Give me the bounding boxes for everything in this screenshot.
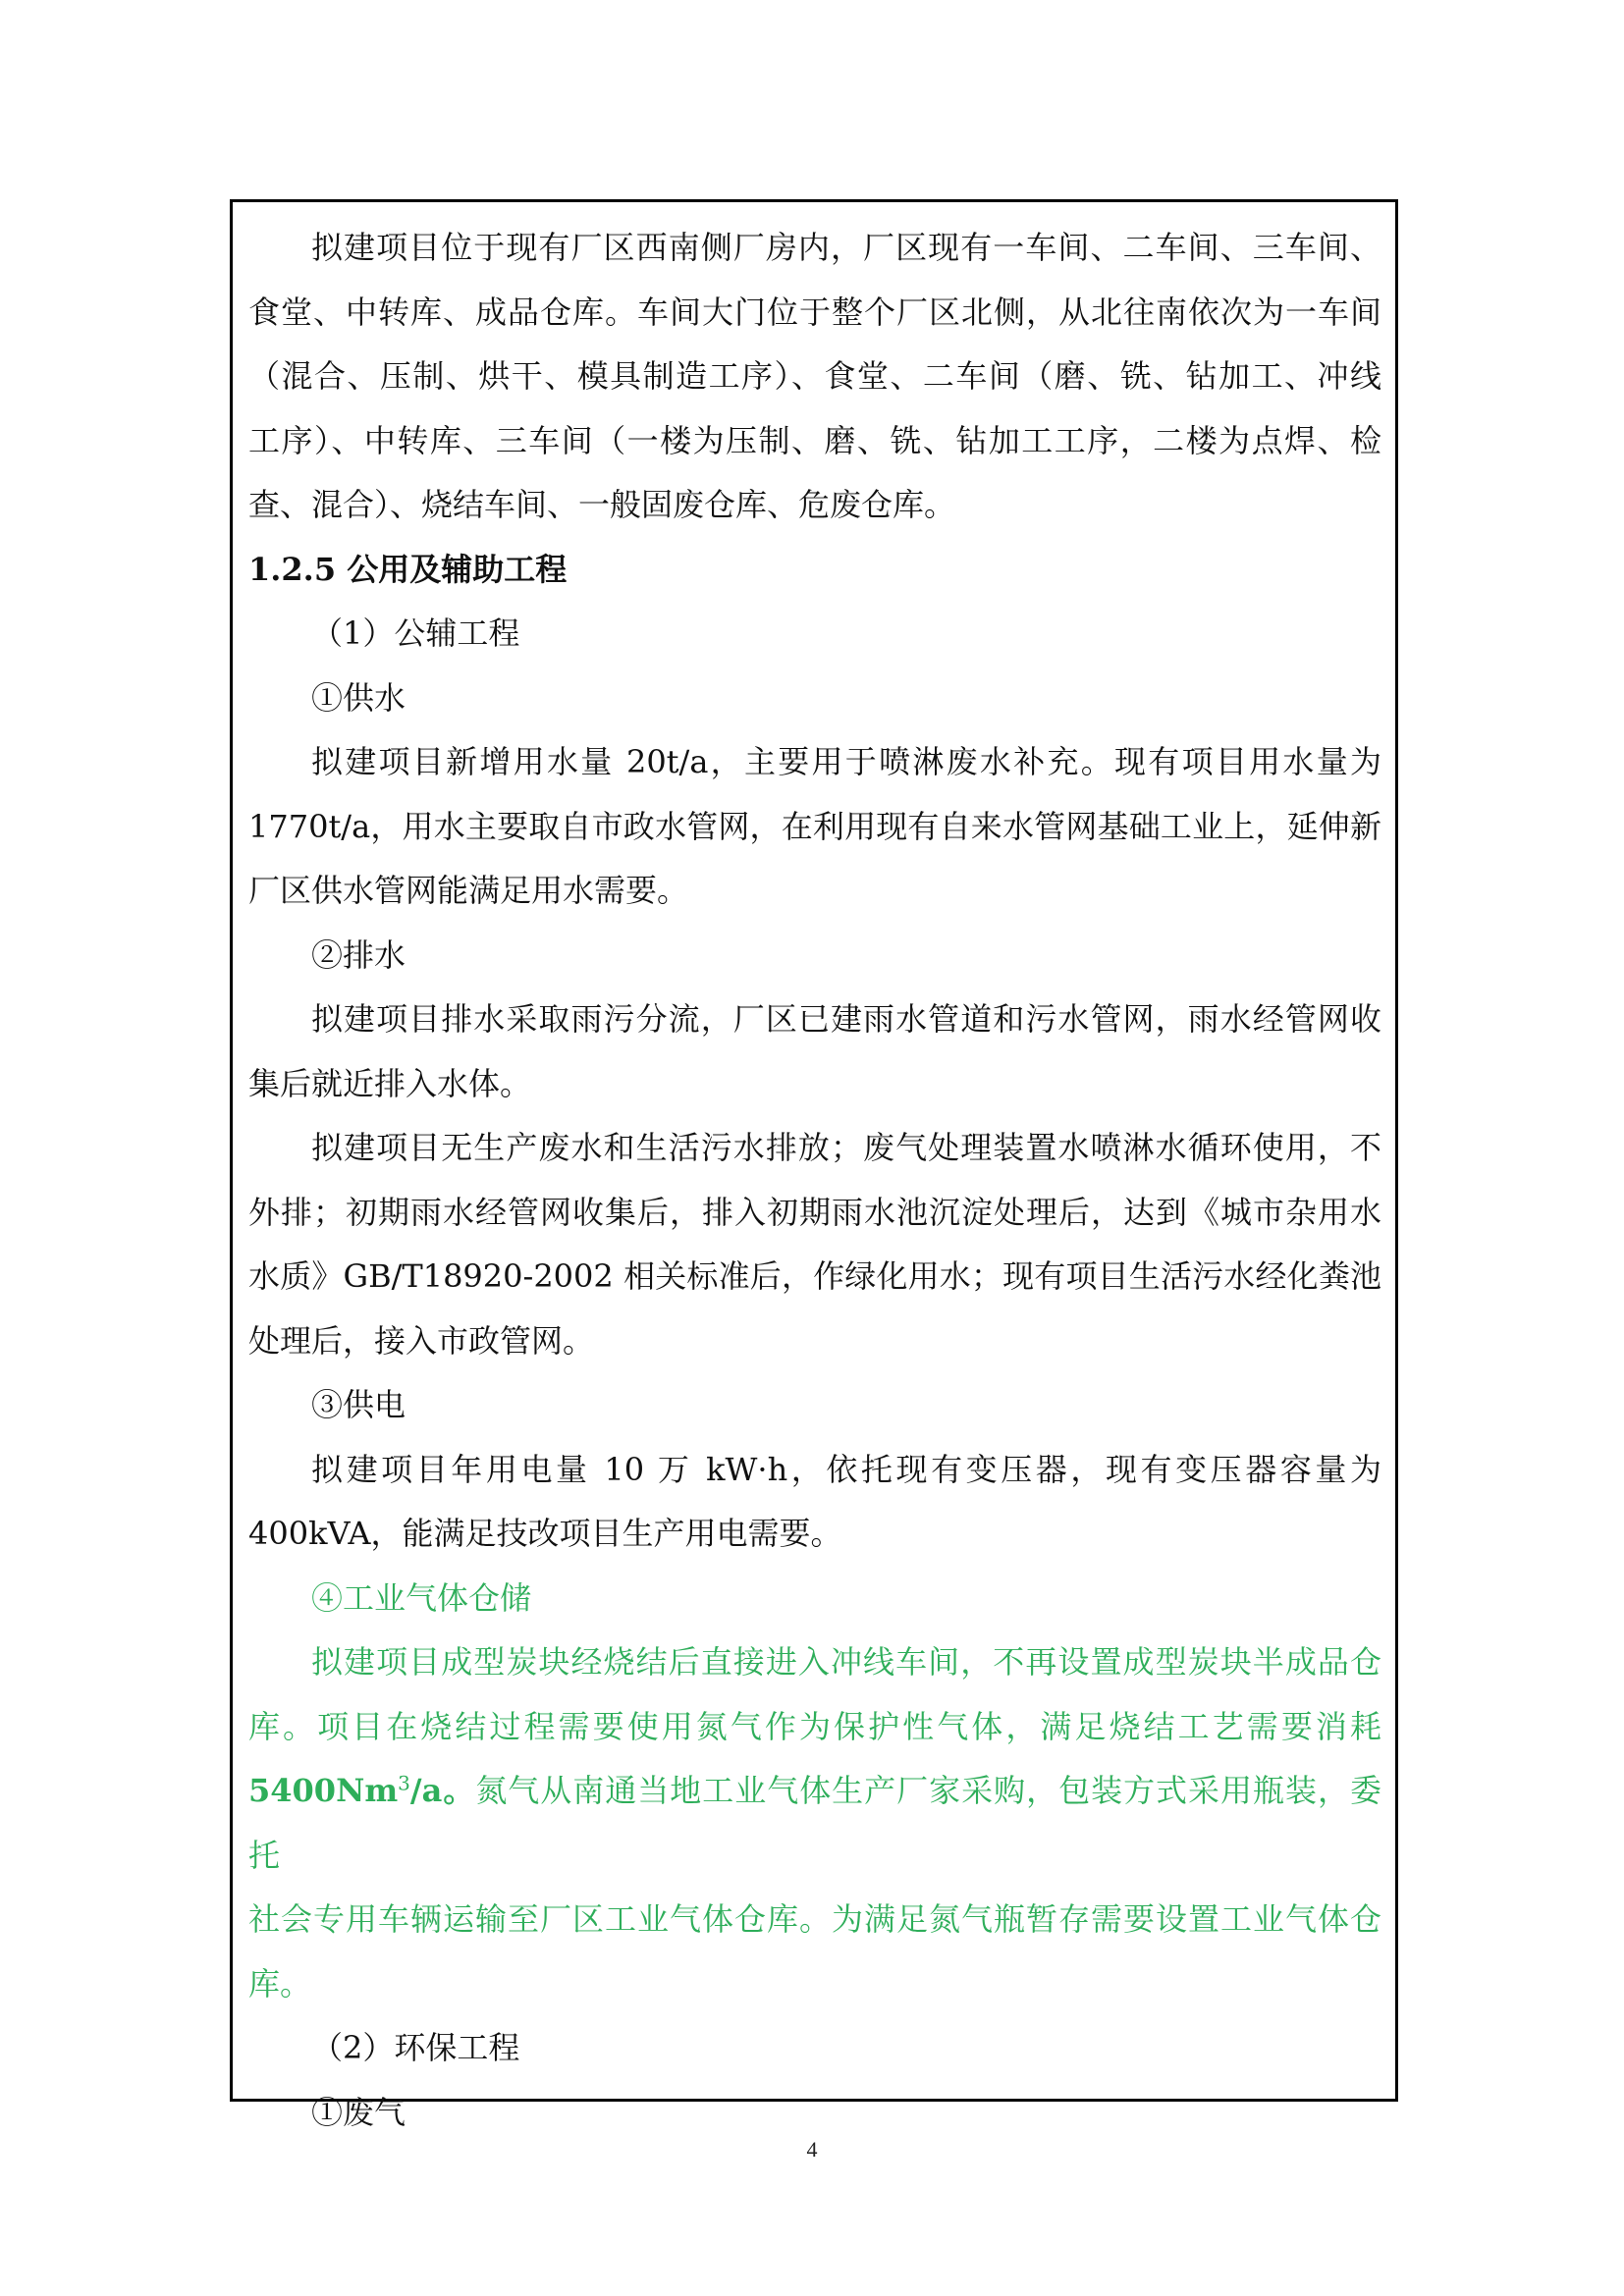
- drainage-line: 集后就近排入水体。: [248, 1064, 532, 1102]
- gas-storage-line: 库。项目在烧结过程需要使用氮气作为保护性气体，满足烧结工艺需要消耗: [248, 1707, 1381, 1745]
- water-supply-line: 厂区供水管网能满足用水需要。: [248, 872, 689, 909]
- gas-storage-line: 库。: [248, 1964, 312, 2002]
- drainage-line: 拟建项目排水采取雨污分流，厂区已建雨水管道和污水管网，雨水经管网收: [311, 1000, 1381, 1038]
- drainage-line: 拟建项目无生产废水和生活污水排放；废气处理装置水喷淋水循环使用，不: [311, 1129, 1381, 1166]
- water-supply-line: 拟建项目新增用水量 20t/a，主要用于喷淋废水补充。现有项目用水量为: [311, 743, 1381, 780]
- power-line: 400kVA，能满足技改项目生产用电需要。: [248, 1515, 842, 1552]
- drainage-line: 水质》GB/T18920-2002 相关标准后，作绿化用水；现有项目生活污水经化粪池: [248, 1257, 1381, 1295]
- para-location-line: （混合、压制、烘干、模具制造工序）、食堂、二车间（磨、铣、钻加工、冲线: [248, 357, 1381, 395]
- power-title: ③供电: [311, 1386, 406, 1423]
- page-number: 4: [806, 2137, 818, 2162]
- section-heading: 1.2.5 公用及辅助工程: [248, 550, 568, 588]
- power-line: 拟建项目年用电量 10 万 kW·h，依托现有变压器，现有变压器容量为: [311, 1450, 1381, 1488]
- waste-gas-title: ①废气: [311, 2093, 406, 2131]
- water-supply-title: ①供水: [311, 678, 406, 717]
- nitrogen-consumption-value: 5400Nm: [248, 1772, 399, 1809]
- para-location-line: 查、混合）、烧结车间、一般固废仓库、危废仓库。: [248, 486, 956, 523]
- content-frame: [230, 199, 1398, 2131]
- gas-storage-line: [248, 1759, 1381, 1888]
- gas-storage-line: 社会专用车辆运输至厂区工业气体仓库。为满足氮气瓶暂存需要设置工业气体仓: [248, 1900, 1381, 1938]
- gas-storage-title: ④工业气体仓储: [311, 1578, 532, 1617]
- subheading-environmental-works: （2）环保工程: [311, 2029, 520, 2066]
- gas-storage-line: 拟建项目成型炭块经烧结后直接进入冲线车间，不再设置成型炭块半成品仓: [311, 1643, 1381, 1681]
- nitrogen-unit-suffix: /a。: [409, 1772, 476, 1809]
- drainage-title: ②排水: [311, 935, 406, 974]
- drainage-line: 处理后，接入市政管网。: [248, 1321, 595, 1360]
- para-location-line: 食堂、中转库、成品仓库。车间大门位于整个厂区北侧，从北往南依次为一车间: [248, 293, 1381, 331]
- nitrogen-unit-superscript: 3: [398, 1771, 410, 1795]
- para-location-line: 拟建项目位于现有厂区西南侧厂房内，厂区现有一车间、二车间、三车间、: [311, 229, 1381, 266]
- subheading-public-works: （1）公辅工程: [311, 614, 520, 652]
- document-body: [248, 216, 1381, 2145]
- water-supply-line: 1770t/a，用水主要取自市政水管网，在利用现有自来水管网基础工业上，延伸新: [248, 807, 1381, 845]
- drainage-line: 外排；初期雨水经管网收集后，排入初期雨水池沉淀处理后，达到《城市杂用水: [248, 1193, 1381, 1231]
- para-location-line: 工序）、中转库、三车间（一楼为压制、磨、铣、钻加工工序，二楼为点焊、检: [248, 421, 1381, 459]
- nitrogen-source-text: 氮气从南通当地工业气体生产厂家采购，包装方式采用瓶装，委托: [248, 1772, 1381, 1874]
